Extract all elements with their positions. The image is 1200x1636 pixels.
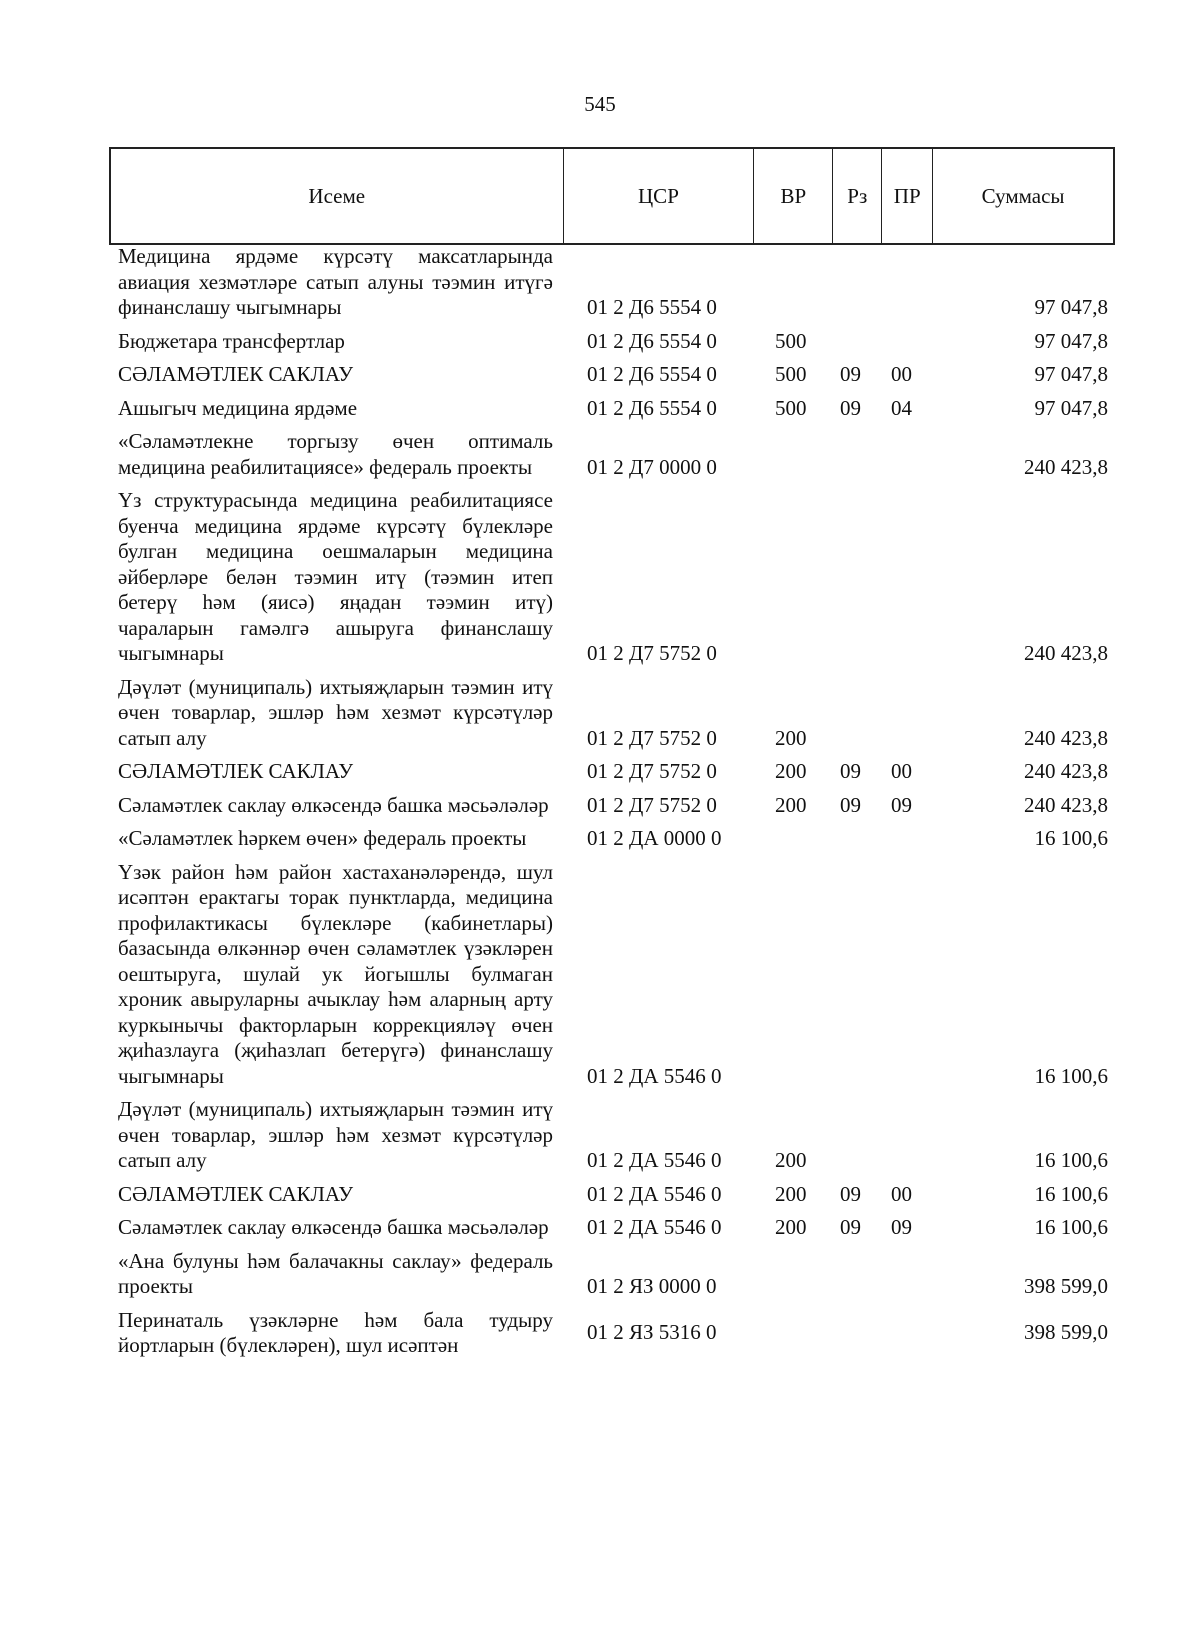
row-pr: 09: [891, 1215, 912, 1239]
row-csr: 01 2 Д7 5752 0: [587, 641, 717, 665]
row-csr: 01 2 Д7 0000 0: [587, 454, 717, 479]
row-vr: 200: [775, 792, 807, 817]
header-sum: Суммасы: [981, 183, 1065, 208]
row-name: СӘЛАМӘТЛЕК САКЛАУ: [118, 362, 354, 386]
row-vr: 200: [775, 725, 807, 750]
row-csr: 01 2 Д7 5752 0: [587, 759, 717, 783]
row-name: «Сәламәтлекне торгызу өчен оптималь медицина реабилитациясе» федераль проекты: [118, 429, 553, 479]
table-row: [0, 1182, 1200, 1208]
row-rz: 09: [840, 1215, 861, 1239]
row-name: Ашыгыч медицина ярдәме: [118, 395, 358, 420]
row-rz: 09: [840, 1181, 861, 1206]
row-csr: 01 2 Д7 5752 0: [587, 792, 717, 817]
row-sum: 16 100,6: [1034, 1148, 1108, 1172]
row-pr: 04: [891, 395, 912, 420]
row-name: Үз структурасында медицина реабилитациясе буенча медицина ярдәме күрсәтү бүлекләре булган медицина оешмаларын медицина әйберләре белән тәэмин итү (тәэмин итеп бетерү һәм (яисә) яңадан тәэмин итү) чараларын гамәлгә ашыруга финанслашу чыгымнары: [118, 488, 553, 665]
table-row: [0, 396, 1200, 422]
table-row: [0, 244, 1200, 321]
page-number: 545: [584, 92, 616, 116]
row-vr: 500: [775, 362, 807, 386]
row-vr: 200: [775, 1215, 807, 1239]
row-name: Бюджетара трансфертлар: [118, 328, 345, 353]
row-csr: 01 2 ДА 5546 0: [587, 1148, 722, 1172]
row-sum: 97 047,8: [1034, 395, 1108, 420]
row-csr: 01 2 ЯЗ 0000 0: [587, 1274, 717, 1298]
table-row: [0, 860, 1200, 1090]
row-pr: 09: [891, 792, 912, 817]
header-rz: Рз: [833, 149, 882, 243]
row-name: СӘЛАМӘТЛЕК САКЛАУ: [118, 759, 354, 783]
row-csr: 01 2 ДА 5546 0: [587, 1181, 722, 1206]
row-sum: 240 423,8: [1024, 454, 1108, 479]
row-csr: 01 2 Д6 5554 0: [587, 362, 717, 386]
row-sum: 97 047,8: [1034, 328, 1108, 353]
table-row: [0, 759, 1200, 785]
row-vr: 500: [775, 395, 807, 420]
row-name: СӘЛАМӘТЛЕК САКЛАУ: [118, 1181, 354, 1206]
row-csr: 01 2 ДА 5546 0: [587, 1215, 722, 1239]
row-sum: 97 047,8: [1034, 295, 1108, 319]
table-row: [0, 488, 1200, 667]
row-name: Сәламәтлек саклау өлкәсендә башка мәсьәләләр: [118, 1215, 549, 1239]
table-row: [0, 429, 1200, 480]
header-csr: ЦСР: [564, 149, 755, 243]
table-row: [0, 329, 1200, 355]
header-vr: ВР: [754, 149, 833, 243]
header-name: Исеме: [111, 149, 564, 243]
row-csr: 01 2 ДА 5546 0: [587, 1063, 722, 1088]
row-rz: 09: [840, 759, 861, 783]
row-vr: 200: [775, 759, 807, 783]
row-name: Перинаталь үзәкләрне һәм бала тудыру йортларын (бүлекләрен), шул исәптән: [118, 1307, 553, 1357]
row-rz: 09: [840, 362, 861, 386]
row-vr: 200: [775, 1181, 807, 1206]
table-row: [0, 675, 1200, 752]
row-name: «Сәламәтлек һәркем өчен» федераль проекты: [118, 826, 527, 850]
row-sum: 240 423,8: [1024, 759, 1108, 783]
row-sum: 16 100,6: [1034, 1181, 1108, 1206]
table-row: [0, 1097, 1200, 1174]
row-sum: 398 599,0: [1024, 1319, 1108, 1344]
header-pr: ПР: [882, 149, 933, 243]
row-pr: 00: [891, 759, 912, 783]
row-sum: 398 599,0: [1024, 1274, 1108, 1298]
row-sum: 240 423,8: [1024, 641, 1108, 665]
row-csr: 01 2 Д6 5554 0: [587, 295, 717, 319]
row-csr: 01 2 ЯЗ 5316 0: [587, 1319, 717, 1344]
row-vr: 200: [775, 1148, 807, 1172]
row-name: Дәүләт (муниципаль) ихтыяҗларын тәэмин итү өчен товарлар, эшләр һәм хезмәт күрсәтүләр сатып алу: [118, 1097, 553, 1172]
row-csr: 01 2 Д7 5752 0: [587, 725, 717, 750]
row-csr: 01 2 Д6 5554 0: [587, 395, 717, 420]
row-sum: 16 100,6: [1034, 1215, 1108, 1239]
row-name: Дәүләт (муниципаль) ихтыяҗларын тәэмин итү өчен товарлар, эшләр һәм хезмәт күрсәтүләр сатып алу: [118, 674, 553, 750]
row-rz: 09: [840, 395, 861, 420]
table-row: [0, 1249, 1200, 1300]
row-name: Сәламәтлек саклау өлкәсендә башка мәсьәләләр: [118, 792, 549, 817]
table-row: [0, 362, 1200, 388]
table-row: [0, 1215, 1200, 1241]
table-body: [0, 244, 1200, 1367]
row-pr: 00: [891, 362, 912, 386]
row-name: Үзәк район һәм район хастаханәләрендә, шул исәптән ерактагы торак пунктларда, медицина профилактикасы бүлекләре (кабинетлары) базасында өлкәннәр өчен сәламәтлек үзәкләрен оештыруга, шулай ук йогышлы булмаган хроник авыруларны ачыклау һәм аларның арту куркынычы факторларын коррекцияләү өчен җиһазлауга (җиһазлап бетерүгә) финанслашу чыгымнары: [118, 859, 553, 1088]
row-sum: 16 100,6: [1034, 826, 1108, 850]
row-csr: 01 2 ДА 0000 0: [587, 826, 722, 850]
row-name: Медицина ярдәме күрсәтү максатларында авиация хезмәтләре сатып алуны тәэмин итүгә финанслашу чыгымнары: [118, 244, 553, 319]
row-sum: 97 047,8: [1034, 362, 1108, 386]
table-header: [109, 147, 1115, 245]
row-vr: 500: [775, 328, 807, 353]
row-pr: 00: [891, 1181, 912, 1206]
row-sum: 240 423,8: [1024, 792, 1108, 817]
table-row: [0, 1308, 1200, 1359]
table-row: [0, 793, 1200, 819]
row-csr: 01 2 Д6 5554 0: [587, 328, 717, 353]
row-rz: 09: [840, 792, 861, 817]
table-row: [0, 826, 1200, 852]
row-sum: 16 100,6: [1034, 1063, 1108, 1088]
row-sum: 240 423,8: [1024, 725, 1108, 750]
row-name: «Ана булуны һәм балачакны саклау» федераль проекты: [118, 1248, 553, 1298]
